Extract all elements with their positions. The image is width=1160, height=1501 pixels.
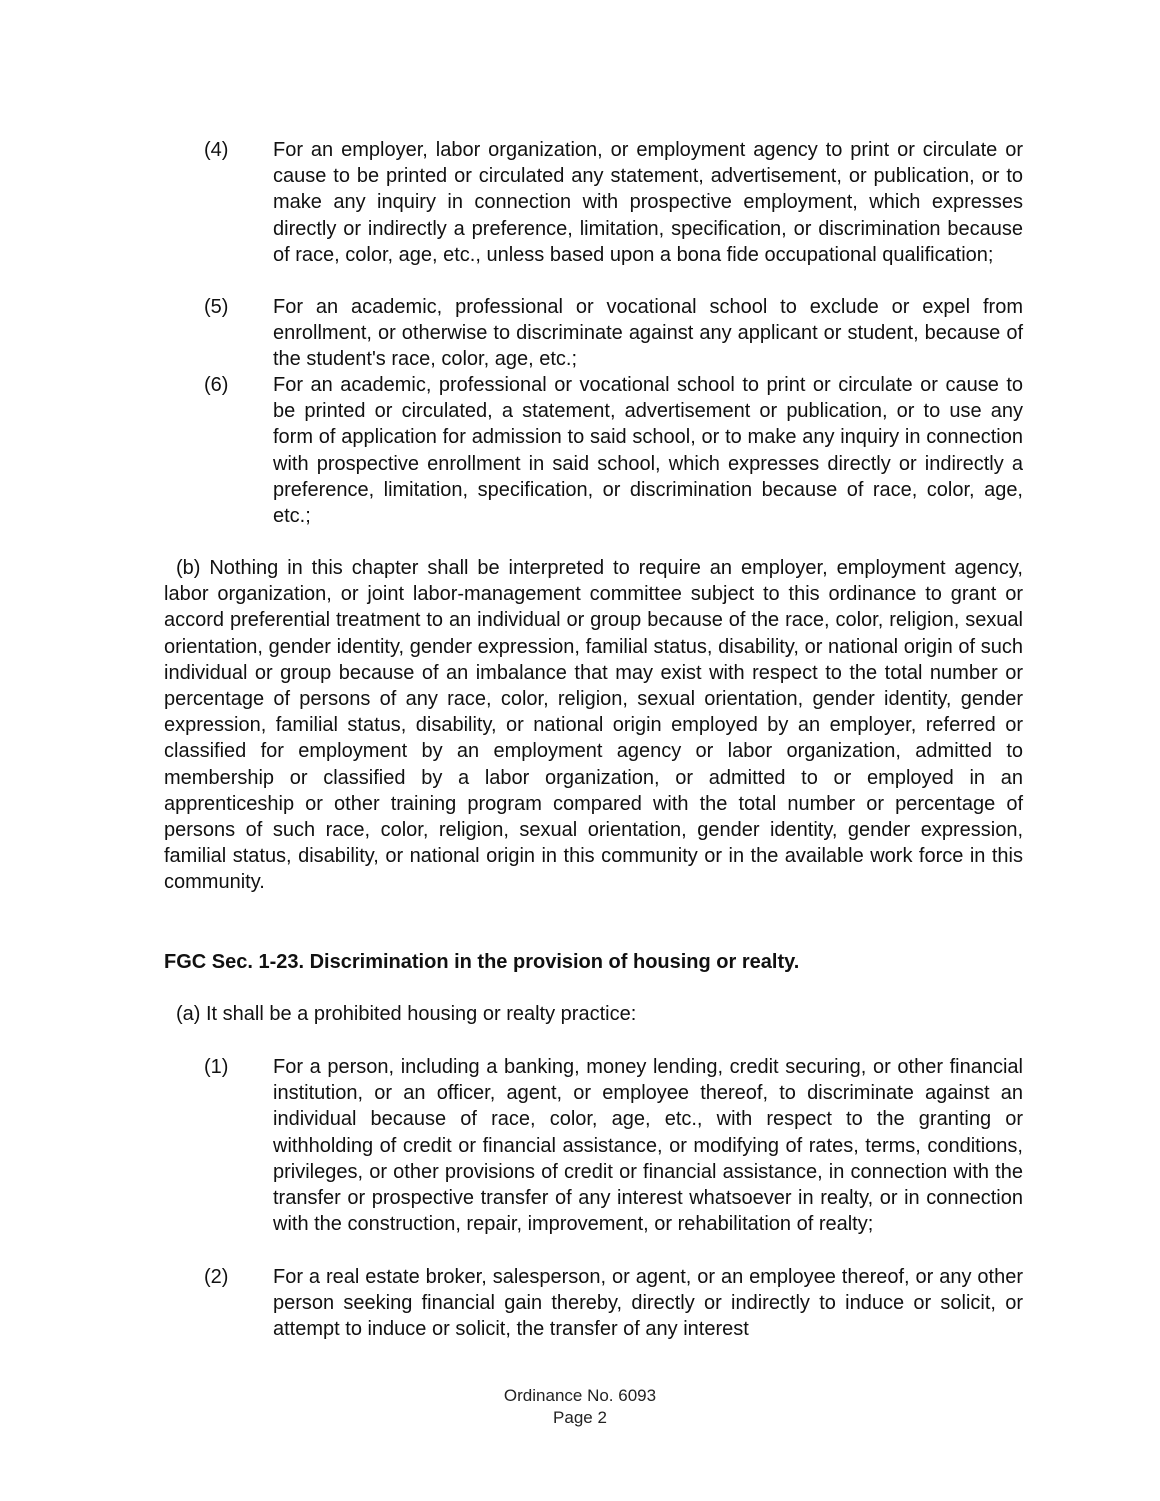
housing-intro: (a) It shall be a prohibited housing or realty practice: bbox=[176, 1003, 637, 1025]
list-item bbox=[200, 372, 1023, 529]
item-number: (2) bbox=[204, 1266, 229, 1288]
item-number: (6) bbox=[204, 374, 229, 396]
section-heading: FGC Sec. 1-23. Discrimination in the provision of housing or realty. bbox=[164, 951, 800, 973]
list-item bbox=[200, 294, 1023, 373]
list-item bbox=[200, 137, 1023, 268]
item-text: For an employer, labor organization, or employment agency to print or circulate or cause to be printed or circulated any statement, advertisement, or publication, or to make any inquiry in connection with prospective employment, which expresses directly or indirectly a preference, limitation, specification, or discrimination because of race, color, age, etc., unless based upon a bona fide occupational qualification; bbox=[273, 139, 1023, 266]
item-text: For a person, including a banking, money lending, credit securing, or other financial institution, or an officer, agent, or employee thereof, to discriminate against an individual because of race, color, age, etc., with respect to the granting or withholding of credit or financial assistance, or modifying of rates, terms, conditions, privileges, or other provisions of credit or financial assistance, in connection with the transfer or prospective transfer of any interest whatsoever in realty, or in connection with the construction, repair, improvement, or rehabilitation of realty; bbox=[273, 1056, 1023, 1236]
paragraph-b: (b) Nothing in this chapter shall be interpreted to require an employer, employment agency, labor organization, or joint labor-management committee subject to this ordinance to grant or accord preferential treatment to an individual or group because of the race, color, religion, sexual orientation, gender identity, gender expression, familial status, disability, or national origin of such individual or group because of an imbalance that may exist with respect to the total number or percentage of persons of any race, color, religion, sexual orientation, gender identity, gender expression, familial status, disability, or national origin employed by an employer, referred or classified for employment by an employment agency or labor organization, admitted to membership or classified by a labor organization, or admitted to or employed in an apprenticeship or other training program compared with the total number or percentage of persons of such race, color, religion, sexual orientation, gender identity, gender expression, familial status, disability, or national origin in this community or in the available work force in this community. bbox=[164, 557, 1023, 894]
item-number: (5) bbox=[204, 296, 229, 318]
item-number: (4) bbox=[204, 139, 229, 161]
list-item bbox=[200, 1054, 1023, 1237]
page-footer bbox=[380, 1385, 780, 1429]
item-text: For an academic, professional or vocational school to exclude or expel from enrollment, or otherwise to discriminate against any applicant or student, because of the student's race, color, age, etc.; bbox=[273, 296, 1023, 371]
item-number: (1) bbox=[204, 1056, 229, 1078]
ordinance-number: Ordinance No. 6093 bbox=[503, 1386, 657, 1405]
page-number: Page 2 bbox=[553, 1408, 607, 1427]
item-text: For a real estate broker, salesperson, or agent, or an employee thereof, or any other person seeking financial gain thereby, directly or indirectly to induce or solicit, or attempt to induce or solicit, the transfer of any interest bbox=[273, 1266, 1023, 1341]
list-item bbox=[200, 1264, 1023, 1343]
item-text: For an academic, professional or vocational school to print or circulate or cause to be printed or circulated, a statement, advertisement or publication, or to use any form of application for admission to said school, or to make any inquiry in connection with prospective enrollment in said school, which expresses directly or indirectly a preference, limitation, specification, or discrimination because of race, color, age, etc.; bbox=[273, 374, 1023, 528]
